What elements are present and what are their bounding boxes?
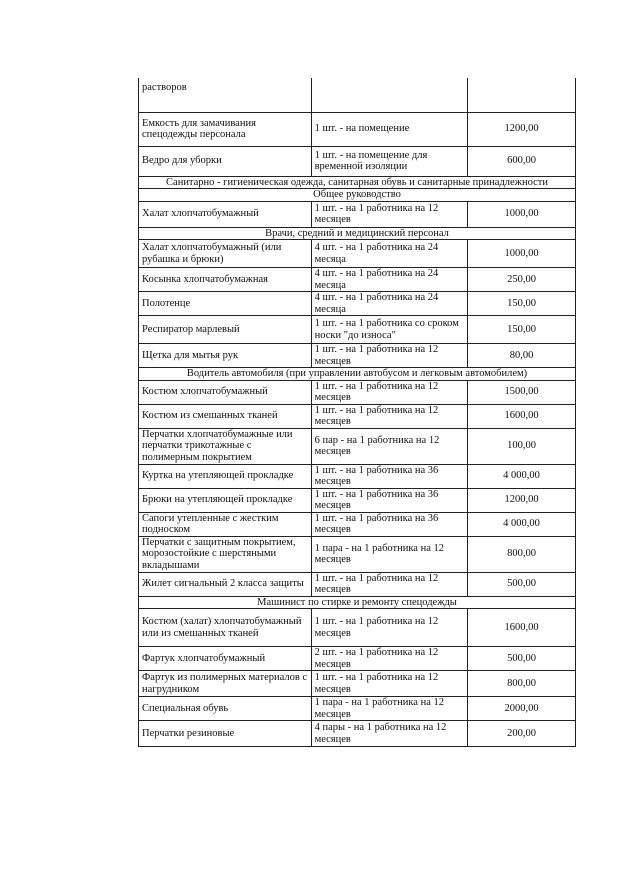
table-row [139, 572, 576, 596]
table-row [139, 464, 576, 488]
item-name: Халат хлопчатобумажный [139, 201, 312, 227]
item-quantity-norm: 1 шт. - на 1 работника на 12 месяцев [311, 671, 467, 697]
item-name: Куртка на утепляющей прокладке [139, 464, 312, 488]
item-quantity-norm: 4 шт. - на 1 работника на 24 месяца [311, 268, 467, 292]
item-name: Перчатки резиновые [139, 721, 312, 747]
item-price: 1200,00 [468, 488, 576, 512]
item-quantity-norm: 4 шт. - на 1 работника на 24 месяца [311, 240, 467, 268]
item-price: 800,00 [468, 671, 576, 697]
item-quantity-norm: 4 пары - на 1 работника на 12 месяцев [311, 721, 467, 747]
table-row [139, 536, 576, 572]
item-name: Фартук хлопчатобумажный [139, 647, 312, 671]
item-price [468, 78, 576, 112]
item-price: 250,00 [468, 268, 576, 292]
item-name: Респиратор марлевый [139, 316, 312, 344]
item-price: 1000,00 [468, 201, 576, 227]
table-row [139, 609, 576, 647]
item-name: Жилет сигнальный 2 класса защиты [139, 572, 312, 596]
item-name: Костюм (халат) хлопчатобумажный или из смешанных тканей [139, 609, 312, 647]
table-row [139, 404, 576, 428]
table-row [139, 671, 576, 697]
item-quantity-norm: 1 шт. - на 1 работника на 12 месяцев [311, 404, 467, 428]
item-price: 150,00 [468, 316, 576, 344]
section-title: Машинист по стирке и ремонту спецодежды [139, 596, 576, 609]
item-quantity-norm: 1 шт. - на 1 работника со сроком носки "до износа" [311, 316, 467, 344]
item-quantity-norm: 1 шт. - на 1 работника на 36 месяцев [311, 488, 467, 512]
item-price: 600,00 [468, 146, 576, 176]
item-quantity-norm: 1 шт. - на 1 работника на 12 месяцев [311, 344, 467, 368]
item-quantity-norm: 1 шт. - на помещение [311, 112, 467, 146]
section-row [139, 368, 576, 381]
item-name: Полотенце [139, 292, 312, 316]
item-quantity-norm: 1 шт. - на 1 работника на 12 месяцев [311, 609, 467, 647]
item-name: Костюм хлопчатобумажный [139, 380, 312, 404]
item-quantity-norm: 2 шт. - на 1 работника на 12 месяцев [311, 647, 467, 671]
table-row [139, 78, 576, 112]
item-price: 1600,00 [468, 404, 576, 428]
item-price: 1600,00 [468, 609, 576, 647]
table-row [139, 112, 576, 146]
item-quantity-norm: 4 шт. - на 1 работника на 24 месяца [311, 292, 467, 316]
item-price: 800,00 [468, 536, 576, 572]
item-price: 1500,00 [468, 380, 576, 404]
item-quantity-norm: 1 шт. - на 1 работника на 12 месяцев [311, 572, 467, 596]
ppe-norms-table [138, 78, 576, 747]
item-price: 4 000,00 [468, 512, 576, 536]
item-quantity-norm: 1 пара - на 1 работника на 12 месяцев [311, 697, 467, 721]
table-row [139, 292, 576, 316]
section-row [139, 176, 576, 189]
item-price: 500,00 [468, 647, 576, 671]
item-price: 150,00 [468, 292, 576, 316]
table-row [139, 240, 576, 268]
item-name: Брюки на утепляющей прокладке [139, 488, 312, 512]
item-quantity-norm [311, 78, 467, 112]
table-row [139, 647, 576, 671]
section-title: Общее руководство [139, 189, 576, 202]
table-row [139, 697, 576, 721]
table-row [139, 488, 576, 512]
section-title: Водитель автомобиля (при управлении автобусом и легковым автомобилем) [139, 368, 576, 381]
item-name: Перчатки хлопчатобумажные или перчатки трикотажные с полимерным покрытием [139, 428, 312, 464]
item-quantity-norm: 1 шт. - на помещение для временной изоляции [311, 146, 467, 176]
section-row [139, 227, 576, 240]
item-name: Перчатки с защитным покрытием, морозостойкие с шерстяными вкладышами [139, 536, 312, 572]
item-name: Костюм из смешанных тканей [139, 404, 312, 428]
item-name: Сапоги утепленные с жестким подноском [139, 512, 312, 536]
item-price: 500,00 [468, 572, 576, 596]
item-name: Косынка хлопчатобумажная [139, 268, 312, 292]
item-name: Щетка для мытья рук [139, 344, 312, 368]
item-quantity-norm: 1 шт. - на 1 работника на 12 месяцев [311, 201, 467, 227]
section-row [139, 596, 576, 609]
item-price: 1200,00 [468, 112, 576, 146]
item-quantity-norm: 1 шт. - на 1 работника на 36 месяцев [311, 464, 467, 488]
item-name: Фартук из полимерных материалов с нагрудником [139, 671, 312, 697]
table-row [139, 512, 576, 536]
item-quantity-norm: 1 шт. - на 1 работника на 36 месяцев [311, 512, 467, 536]
table-row [139, 721, 576, 747]
table-row [139, 146, 576, 176]
table-body [139, 78, 576, 747]
item-name: Ведро для уборки [139, 146, 312, 176]
item-price: 1000,00 [468, 240, 576, 268]
item-name: Емкость для замачивания спецодежды персонала [139, 112, 312, 146]
item-price: 80,00 [468, 344, 576, 368]
item-price: 2000,00 [468, 697, 576, 721]
item-price: 200,00 [468, 721, 576, 747]
item-name: растворов [139, 78, 312, 112]
section-row [139, 189, 576, 202]
item-quantity-norm: 1 пара - на 1 работника на 12 месяцев [311, 536, 467, 572]
table-row [139, 428, 576, 464]
table-row [139, 201, 576, 227]
item-price: 100,00 [468, 428, 576, 464]
item-name: Халат хлопчатобумажный (или рубашка и брюки) [139, 240, 312, 268]
item-quantity-norm: 1 шт. - на 1 работника на 12 месяцев [311, 380, 467, 404]
section-title: Санитарно - гигиеническая одежда, санитарная обувь и санитарные принадлежности [139, 176, 576, 189]
item-price: 4 000,00 [468, 464, 576, 488]
section-title: Врачи, средний и медицинский персонал [139, 227, 576, 240]
table-row [139, 268, 576, 292]
item-name: Специальная обувь [139, 697, 312, 721]
table-row [139, 380, 576, 404]
table-row [139, 344, 576, 368]
table-row [139, 316, 576, 344]
item-quantity-norm: 6 пар - на 1 работника на 12 месяцев [311, 428, 467, 464]
